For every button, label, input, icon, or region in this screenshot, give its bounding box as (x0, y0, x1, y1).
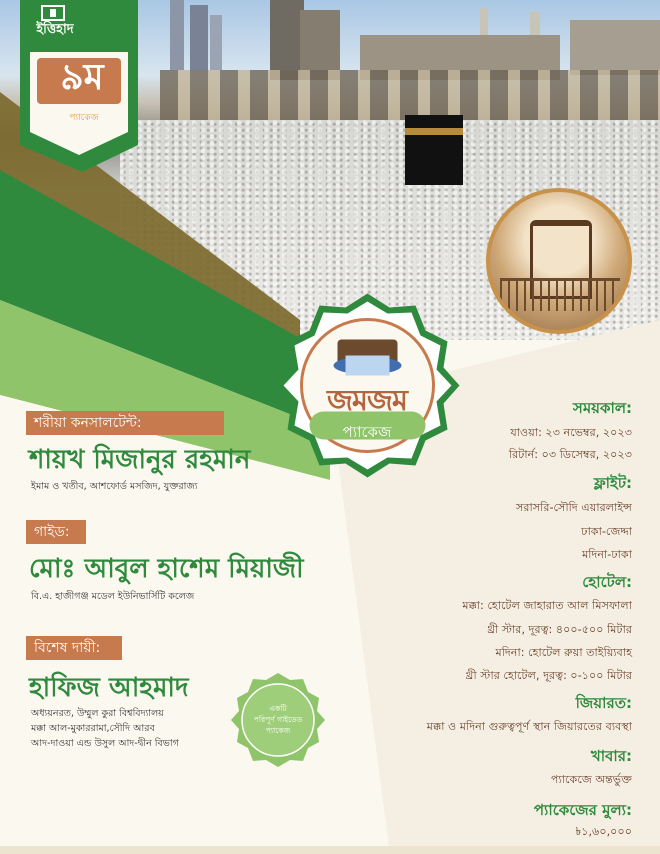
special-desc-line: আদ-দাওয়া এন্ড উসুল আদ-দ্বীন বিভাগ (31, 738, 179, 749)
guided-package-text (240, 703, 316, 736)
brand-name: ইত্তিহাদ (36, 22, 74, 37)
special-label: বিশেষ দায়ী: (26, 636, 122, 660)
consultant-name: শায়খ মিজানুর রহমান (29, 445, 251, 475)
special-desc-line: মক্কা আল-মুকাররামা,সৌদি আরব (31, 723, 155, 734)
duration-heading: সময়কাল: (572, 399, 632, 417)
package-subtitle: প্যাকেজ (342, 423, 392, 441)
ziyarat-heading: জিয়ারত: (575, 694, 632, 712)
special-desc-line: অধ্যয়নরত, উম্মুল কুরা বিশ্ববিদ্যালয় (31, 708, 164, 719)
flight-line: সরাসরি-সৌদি এয়ারলাইন্স (515, 501, 632, 514)
return-date: রিটার্ন: ০৩ ডিসেম্বর, ২০২৩ (508, 448, 632, 461)
flight-line: ঢাকা-জেদ্দা (581, 525, 632, 538)
hotel-heading: হোটেল: (582, 573, 632, 591)
food-line: প্যাকেজে অন্তর্ভুক্ত (550, 773, 632, 786)
hotel-line: মদিনা: হোটেল রুয়া তাইয়্যিবাহ (495, 646, 632, 659)
guide-name: মোঃ আবুল হাশেম মিয়াজী (29, 554, 304, 584)
zamzam-railing (500, 278, 620, 311)
hotel-line: থ্রী স্টার হোটেল, দূরত্ব: ০-১০০ মিটার (465, 669, 632, 682)
package-number-label: প্যাকেজ (69, 113, 99, 123)
consultant-label: শরীয়া কনসালটেন্ট: (26, 411, 224, 435)
guided-line: প্যাকেজ (265, 726, 291, 735)
guided-line: পরিপূর্ণ গাইডেড (253, 715, 303, 724)
departure-date: যাওয়া: ২৩ নভেম্বর, ২০২৩ (510, 426, 632, 439)
hotel-line: থ্রী স্টার, দূরত্ব: ৪০০-৫০০ মিটার (487, 623, 632, 636)
guide-label: গাইড: (26, 520, 86, 544)
flight-heading: ফ্লাইট: (593, 474, 632, 492)
guide-desc: বি.এ. হাজীগঞ্জ মডেল ইউনিভার্সিটি কলেজ (31, 591, 195, 602)
package-number: ৯ম (60, 57, 104, 98)
bottom-band (0, 846, 660, 854)
ziyarat-line: মক্কা ও মদিনা গুরুত্বপূর্ণ স্থান জিয়ারতের ব্যবস্থা (426, 720, 632, 733)
zamzam-well-photo (486, 188, 632, 334)
hotel-line: মক্কা: হোটেল জাহারাত আল মিসফালা (462, 599, 632, 612)
package-title: জমজম (326, 383, 408, 417)
food-heading: খাবার: (590, 747, 632, 765)
price-value: ৳১,৬০,০০০ (575, 825, 632, 838)
consultant-desc: ইমাম ও খতীব, আশফোর্ড মসজিদ, যুক্তরাজ্য (31, 481, 198, 492)
price-heading: প্যাকেজের মুল্য: (533, 801, 632, 819)
zamzam-well-icon (334, 340, 402, 376)
flight-line: মদিনা-ঢাকা (582, 548, 632, 561)
guided-line: একটি (269, 704, 287, 713)
special-name: হাফিজ আহমাদ (29, 673, 189, 703)
